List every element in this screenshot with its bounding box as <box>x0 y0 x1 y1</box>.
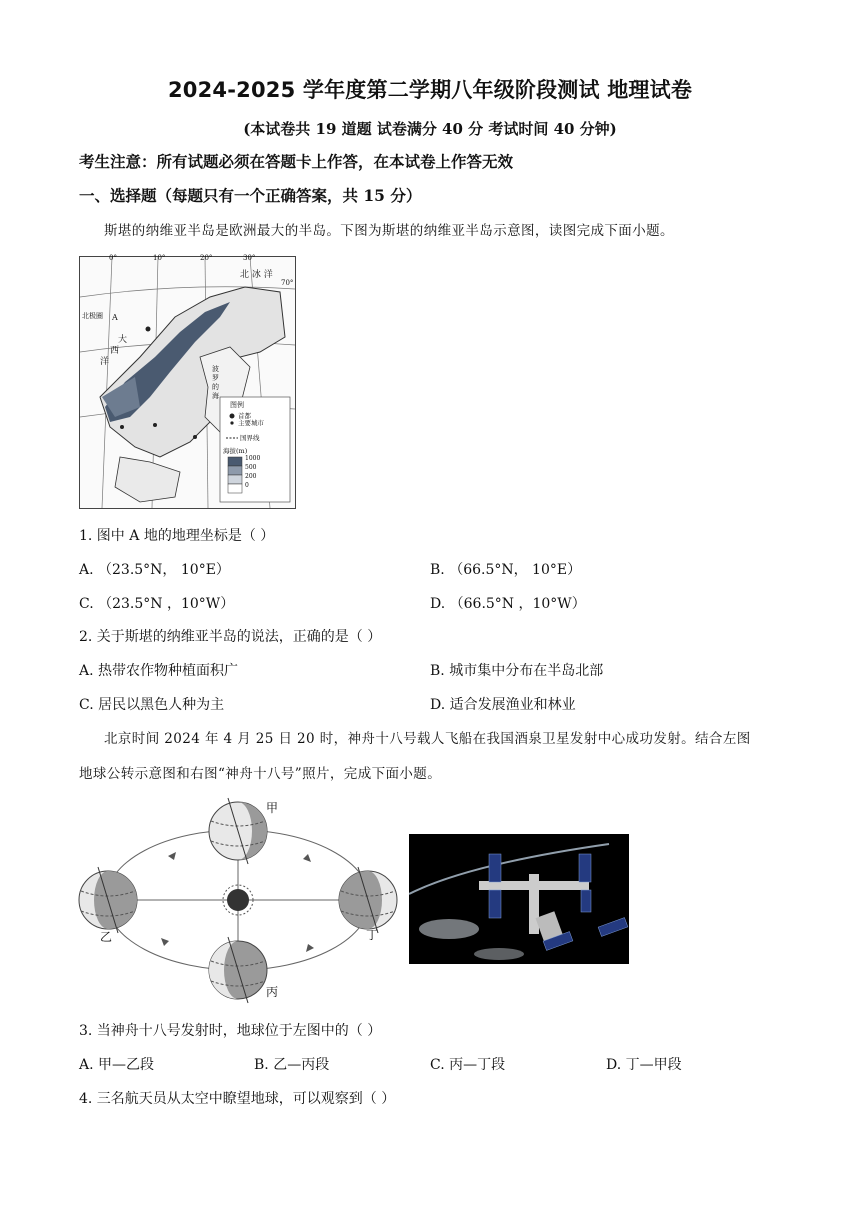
orbit-label-yi: 乙 <box>100 930 113 944</box>
lat-70: 70° <box>281 279 294 287</box>
elev-1000: 1000 <box>245 455 261 462</box>
question-3-stem: 3. 当神舟十八号发射时，地球位于左图中的（ ） <box>79 1023 382 1039</box>
earth-position-ding <box>339 867 397 933</box>
baltic-sea-label: 波罗的海 <box>212 365 219 400</box>
question-4-stem: 4. 三名航天员从太空中瞭望地球，可以观察到（ ） <box>79 1091 396 1107</box>
lon-10: 10° <box>153 254 166 262</box>
elev-0: 0 <box>245 482 249 489</box>
intro-paragraph-2-line-2: 地球公转示意图和右图“神舟十八号”照片，完成下面小题。 <box>79 766 442 782</box>
orbit-graphic <box>76 796 400 1004</box>
earth-position-yi <box>79 867 137 933</box>
question-1-stem: 1. 图中 A 地的地理坐标是（ ） <box>79 528 275 544</box>
intro-paragraph-2-line-1: 北京时间 2024 年 4 月 25 日 20 时，神舟十八号载人飞船在我国酒泉卫星发射中心成功发射。结合左图 <box>104 731 751 747</box>
elev-200: 200 <box>245 473 257 480</box>
arctic-circle-label: 北极圈 <box>82 312 103 320</box>
q2-option-c[interactable]: C. 居民以黑色人种为主 <box>79 697 225 713</box>
elev-500: 500 <box>245 464 257 471</box>
arctic-ocean-label: 北 冰 洋 <box>240 270 273 280</box>
lon-0: 0° <box>109 254 117 262</box>
q1-option-a[interactable]: A. （23.5°N， 10°E） <box>79 562 230 578</box>
q3-option-c[interactable]: C. 丙—丁段 <box>430 1057 506 1073</box>
scandinavia-map <box>79 256 296 509</box>
orbit-label-jia: 甲 <box>266 801 279 815</box>
exam-title: 2024-2025 学年度第二学期八年级阶段测试 地理试卷 <box>167 78 693 102</box>
q3-option-b[interactable]: B. 乙—丙段 <box>254 1057 330 1073</box>
legend-city: 主要城市 <box>238 419 264 427</box>
legend-capital: 首都 <box>238 412 251 420</box>
intro-paragraph-1: 斯堪的纳维亚半岛是欧洲最大的半岛。下图为斯堪的纳维亚半岛示意图，读图完成下面小题。 <box>104 223 674 239</box>
q1-option-c[interactable]: C. （23.5°N ，10°W） <box>79 596 235 612</box>
exam-subtitle: (本试卷共 19 道题 试卷满分 40 分 考试时间 40 分钟) <box>243 120 617 138</box>
exam-notice: 考生注意：所有试题必须在答题卡上作答，在本试卷上作答无效 <box>79 152 514 171</box>
legend-title: 图例 <box>230 401 244 409</box>
orbit-label-bing: 丙 <box>266 985 279 999</box>
lon-30: 30° <box>243 254 256 262</box>
atlantic-label-1: 大 <box>118 335 128 345</box>
legend-elevation: 海拔(m) <box>223 447 248 455</box>
earth-position-bing <box>209 937 267 1003</box>
sun-icon <box>223 885 253 915</box>
lon-20: 20° <box>200 254 213 262</box>
q2-option-d[interactable]: D. 适合发展渔业和林业 <box>430 697 576 713</box>
section-heading: 一、选择题（每题只有一个正确答案，共 15 分） <box>79 186 422 205</box>
q2-option-b[interactable]: B. 城市集中分布在半岛北部 <box>430 663 604 679</box>
legend-border: 国界线 <box>240 434 260 442</box>
atlantic-label-3: 洋 <box>100 357 110 367</box>
orbit-label-ding: 丁 <box>366 928 379 942</box>
q1-option-b[interactable]: B. （66.5°N， 10°E） <box>430 562 582 578</box>
space-station-photo <box>409 834 629 964</box>
atlantic-label-2: 西 <box>110 346 120 356</box>
q2-option-a[interactable]: A. 热带农作物种植面积广 <box>79 663 239 679</box>
space-station-graphic <box>409 834 629 964</box>
q3-option-d[interactable]: D. 丁—甲段 <box>606 1057 682 1073</box>
q3-option-a[interactable]: A. 甲—乙段 <box>79 1057 155 1073</box>
question-2-stem: 2. 关于斯堪的纳维亚半岛的说法，正确的是（ ） <box>79 629 382 645</box>
earth-orbit-diagram <box>76 796 400 1004</box>
earth-position-jia <box>209 798 267 864</box>
map-graphic <box>80 257 295 508</box>
point-a-label: A <box>112 313 118 322</box>
q1-option-d[interactable]: D. （66.5°N ，10°W） <box>430 596 586 612</box>
